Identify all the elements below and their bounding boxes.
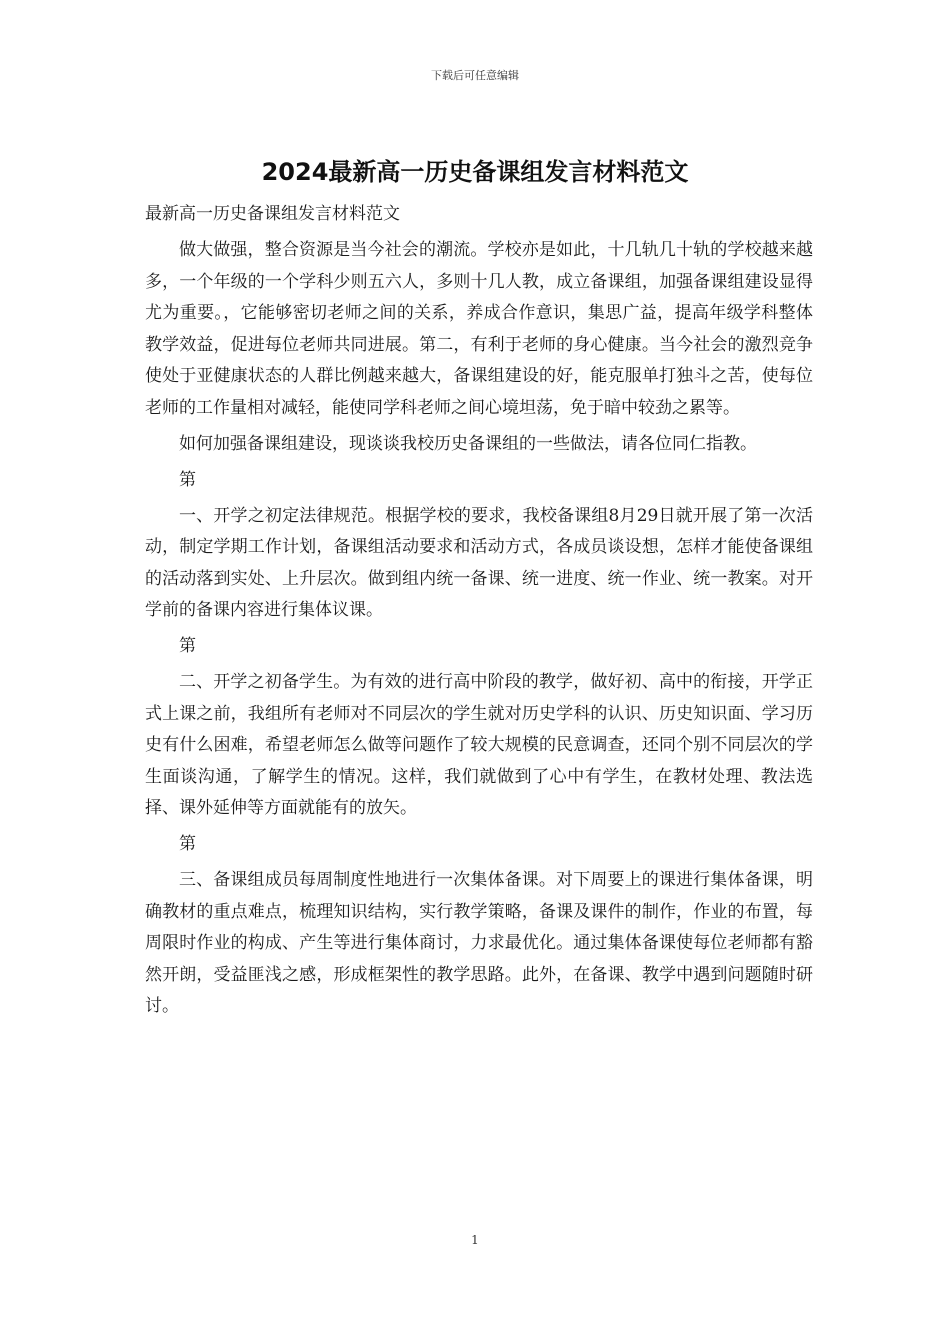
paragraph-ordinal-2: 第	[179, 636, 196, 656]
paragraph-intro: 做大做强，整合资源是当今社会的潮流。学校亦是如此，十几轨几十轨的学校越来越多，一个年级的一个学科少则五六人，多则十几人教，成立备课组，加强备课组建设显得尤为重要。，它能够密切老师之间的关系，养成合作意识，集思广益，提高年级学科整体教学效益，促进每位老师共同进展。第二，有利于老师的身心健康。当今社会的激烈竞争使处于亚健康状态的人群比例越来越大，备课组建设的好，能克服单打独斗之苦，使每位老师的工作量相对减轻，能使同学科老师之间心境坦荡，免于暗中较劲之累等。	[145, 240, 813, 418]
page-header-note: 下载后可任意编辑	[431, 69, 519, 82]
document-body	[145, 199, 813, 1027]
paragraph-section-2: 二、开学之初备学生。为有效的进行高中阶段的教学，做好初、高中的衔接，开学正式上课之前，我组所有老师对不同层次的学生就对历史学科的认识、历史知识面、学习历史有什么困难，希望老师怎么做等问题作了较大规模的民意调查，还同个别不同层次的学生面谈沟通，了解学生的情况。这样，我们就做到了心中有学生，在教材处理、教法选择、课外延伸等方面就能有的放矢。	[145, 672, 813, 818]
paragraph-ordinal-3: 第	[179, 834, 196, 854]
document-title: 2024最新高一历史备课组发言材料范文	[261, 158, 689, 186]
page-number: 1	[471, 1233, 479, 1247]
paragraph-how-to: 如何加强备课组建设，现谈谈我校历史备课组的一些做法，请各位同仁指教。	[179, 433, 757, 454]
paragraph-section-3: 三、备课组成员每周制度性地进行一次集体备课。对下周要上的课进行集体备课，明确教材的重点难点，梳理知识结构，实行教学策略，备课及课件的制作，作业的布置，每周限时作业的构成、产生等进行集体商讨，力求最优化。通过集体备课使每位老师都有豁然开朗，受益匪浅之感，形成框架性的教学思路。此外，在备课、教学中遇到问题随时研讨。	[145, 870, 813, 1016]
document-subtitle: 最新高一历史备课组发言材料范文	[145, 204, 400, 224]
paragraph-section-1: 一、开学之初定法律规范。根据学校的要求，我校备课组8月29日就开展了第一次活动，制定学期工作计划，备课组活动要求和活动方式，各成员谈设想，怎样才能使备课组的活动落到实处、上升层次。做到组内统一备课、统一进度、统一作业、统一教案。对开学前的备课内容进行集体议课。	[145, 505, 813, 620]
paragraph-ordinal-1: 第	[179, 469, 196, 490]
